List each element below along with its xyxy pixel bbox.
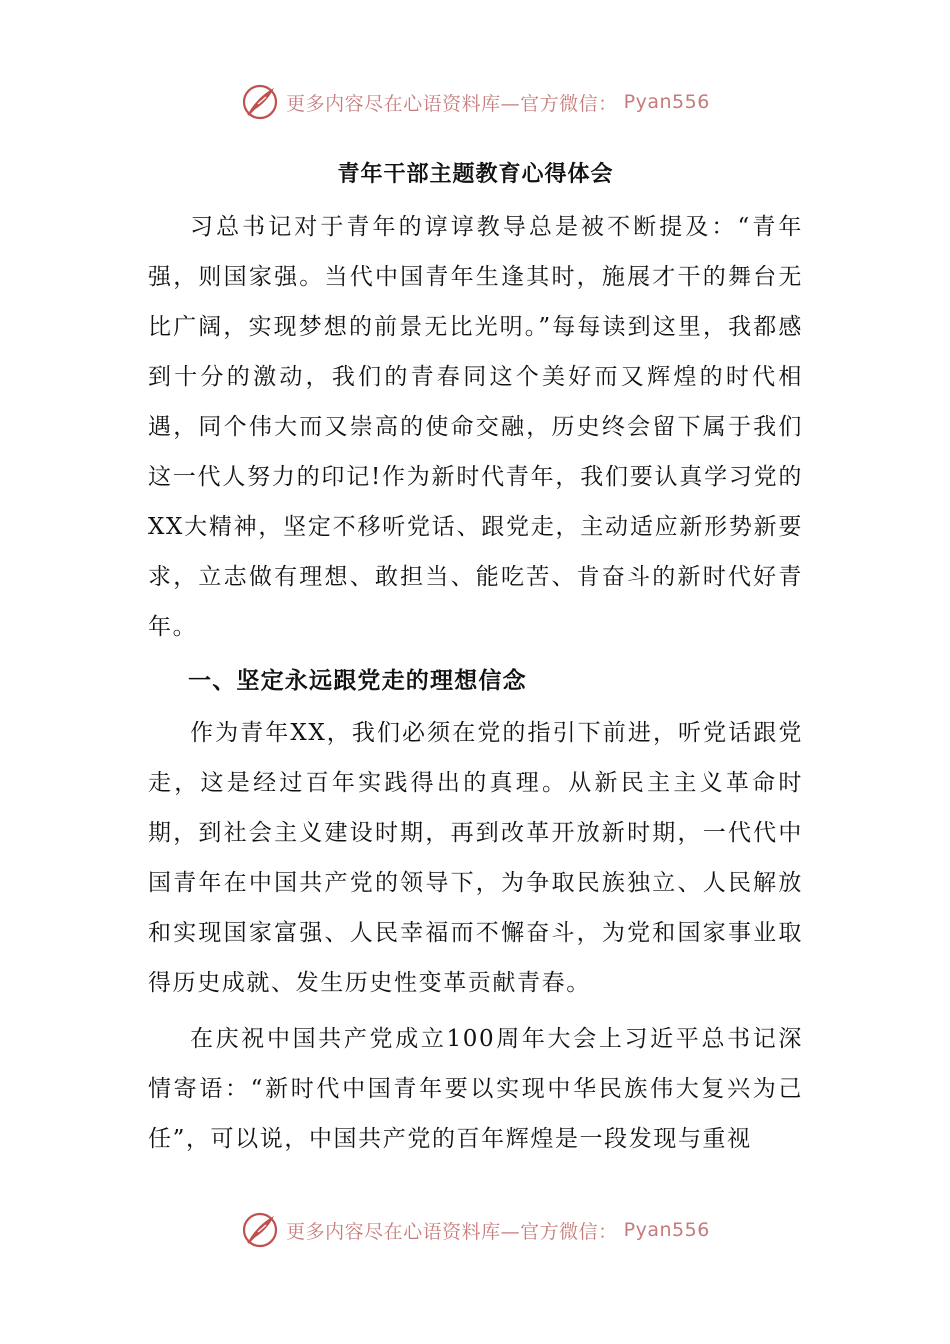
document-title: 青年干部主题教育心得体会 — [337, 161, 614, 187]
quill-logo-icon — [240, 82, 280, 122]
section1-paragraph-2: 在庆祝中国共产党成立100周年大会上习近平总书记深情寄语：“新时代中国青年要以实现中华民族伟大复兴为己任”，可以说，中国共产党的百年辉煌是一段发现与重视 — [148, 1026, 803, 1152]
section-heading-1: 一、坚定永远跟党走的理想信念 — [188, 668, 527, 694]
watermark-wechat-id: Pyan556 — [623, 91, 710, 113]
watermark-text: 更多内容尽在心语资料库—官方微信： — [286, 92, 618, 115]
watermark-footer — [0, 1208, 950, 1252]
watermark-text: 更多内容尽在心语资料库—官方微信： — [286, 1220, 618, 1243]
section1-paragraph-1: 作为青年XX，我们必须在党的指引下前进，听党话跟党走，这是经过百年实践得出的真理。从新民主主义革命时期，到社会主义建设时期，再到改革开放新时期，一代代中国青年在中国共产党的领导下，为争取民族独立、人民解放和实现国家富强、人民幸福而不懈奋斗，为党和国家事业取得历史成就、发生历史性变革贡献青春。 — [148, 720, 803, 996]
intro-paragraph: 习总书记对于青年的谆谆教导总是被不断提及：“青年强，则国家强。当代中国青年生逢其时，施展才干的舞台无比广阔，实现梦想的前景无比光明。”每每读到这里，我都感到十分的激动，我们的青春同这个美好而又辉煌的时代相遇，同个伟大而又崇高的使命交融，历史终会留下属于我们这一代人努力的印记!作为新时代青年，我们要认真学习党的XX大精神，坚定不移听党话、跟党走，主动适应新形势新要求，立志做有理想、敢担当、能吃苦、肯奋斗的新时代好青年。 — [148, 214, 803, 640]
quill-logo-icon — [240, 1210, 280, 1250]
document-body — [148, 152, 803, 1164]
watermark-header — [0, 80, 950, 124]
watermark-wechat-id: Pyan556 — [623, 1219, 710, 1241]
